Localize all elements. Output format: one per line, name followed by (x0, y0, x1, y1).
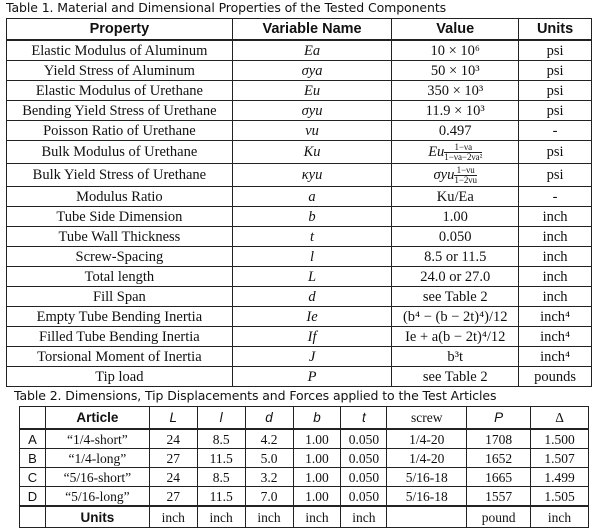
units-cell: psi (519, 40, 592, 61)
variable-cell: σyu (232, 101, 392, 121)
variable-cell: b (232, 207, 392, 227)
cell-b: 1.00 (293, 487, 341, 507)
cell-delta: 1.499 (531, 468, 589, 487)
header-value: Value (392, 19, 519, 41)
property-cell: Tube Side Dimension (7, 207, 233, 227)
header-screw: screw (387, 407, 467, 430)
cell-b: 1.00 (293, 429, 341, 449)
header-t: t (341, 407, 387, 430)
value-prefix: Eu (428, 143, 445, 160)
units-cell: - (519, 121, 592, 141)
value-cell (392, 164, 519, 187)
table-row (7, 207, 592, 227)
units-cell: psi (519, 61, 592, 81)
value-cell: (b⁴ − (b − 2t)⁴)/12 (392, 307, 519, 327)
header-d: d (245, 407, 293, 430)
cell-article: “5/16-long” (45, 487, 149, 507)
table1-header-row (7, 19, 592, 41)
cell-b: 1.00 (293, 468, 341, 487)
table-row (7, 307, 592, 327)
table-row (7, 367, 592, 387)
header-b: b (293, 407, 341, 430)
property-cell: Yield Stress of Aluminum (7, 61, 233, 81)
table-row (7, 227, 592, 247)
property-cell: Empty Tube Bending Inertia (7, 307, 233, 327)
cell-L: 24 (149, 429, 197, 449)
property-cell: Bulk Modulus of Urethane (7, 141, 233, 164)
cell-t: 0.050 (341, 429, 387, 449)
variable-cell: Ku (232, 141, 392, 164)
variable-cell: νu (232, 121, 392, 141)
cell-L: 27 (149, 449, 197, 468)
cell-d: 4.2 (245, 429, 293, 449)
variable-cell: P (232, 367, 392, 387)
cell-d: 7.0 (245, 487, 293, 507)
table2-header-row (20, 407, 589, 430)
property-cell: Poisson Ratio of Urethane (7, 121, 233, 141)
units-cell: inch⁴ (519, 347, 592, 367)
fraction-numerator: 1−νa (444, 143, 482, 153)
material-properties-table (6, 18, 592, 387)
value-cell: 350 × 10³ (392, 81, 519, 101)
value-prefix: σyu (433, 166, 455, 183)
units-cell: inch⁴ (519, 307, 592, 327)
table-row (7, 61, 592, 81)
table2-body (20, 429, 589, 528)
table-row (7, 327, 592, 347)
cell-l: 11.5 (197, 449, 245, 468)
cell-d: 5.0 (245, 449, 293, 468)
table-row (7, 267, 592, 287)
units-cell: inch (519, 227, 592, 247)
units-cell: pounds (519, 367, 592, 387)
units-cell: psi (519, 141, 592, 164)
table-row (20, 449, 589, 468)
units-screw (387, 506, 467, 528)
units-row (20, 506, 589, 528)
property-cell: Bulk Yield Stress of Urethane (7, 164, 233, 187)
property-cell: Tip load (7, 367, 233, 387)
variable-cell: L (232, 267, 392, 287)
table-row (7, 187, 592, 207)
value-fraction (444, 143, 482, 162)
table1-caption: Table 1. Material and Dimensional Properties of the Tested Components (6, 0, 447, 15)
property-cell: Screw-Spacing (7, 247, 233, 267)
value-cell: 10 × 10⁶ (392, 40, 519, 61)
value-cell: 0.050 (392, 227, 519, 247)
table-row (20, 429, 589, 449)
header-l: l (197, 407, 245, 430)
cell-b: 1.00 (293, 449, 341, 468)
units-b: inch (293, 506, 341, 528)
units-cell: inch (519, 267, 592, 287)
cell-l: 11.5 (197, 487, 245, 507)
cell-P: 1665 (467, 468, 531, 487)
variable-cell: a (232, 187, 392, 207)
value-cell (392, 141, 519, 164)
table1-body (7, 40, 592, 387)
cell-P: 1708 (467, 429, 531, 449)
header-L: L (149, 407, 197, 430)
header-article: Article (45, 407, 149, 430)
units-label: Units (45, 506, 149, 528)
value-cell: see Table 2 (392, 287, 519, 307)
units-L: inch (149, 506, 197, 528)
value-fraction (454, 166, 477, 185)
property-cell: Elastic Modulus of Urethane (7, 81, 233, 101)
property-cell: Total length (7, 267, 233, 287)
cell-screw: 5/16-18 (387, 487, 467, 507)
value-cell: 0.497 (392, 121, 519, 141)
units-cell: inch (519, 247, 592, 267)
cell-P: 1652 (467, 449, 531, 468)
value-cell: see Table 2 (392, 367, 519, 387)
variable-cell: t (232, 227, 392, 247)
fraction-numerator: 1−νu (454, 166, 477, 176)
property-cell: Modulus Ratio (7, 187, 233, 207)
value-cell: 24.0 or 27.0 (392, 267, 519, 287)
variable-cell: Ea (232, 40, 392, 61)
variable-cell: σya (232, 61, 392, 81)
cell-L: 24 (149, 468, 197, 487)
variable-cell: κyu (232, 164, 392, 187)
property-cell: Fill Span (7, 287, 233, 307)
header-delta: Δ (531, 407, 589, 430)
row-label: C (20, 468, 46, 487)
property-cell: Torsional Moment of Inertia (7, 347, 233, 367)
property-cell: Filled Tube Bending Inertia (7, 327, 233, 347)
table-row (7, 101, 592, 121)
property-cell: Tube Wall Thickness (7, 227, 233, 247)
variable-cell: l (232, 247, 392, 267)
units-t: inch (341, 506, 387, 528)
cell-delta: 1.500 (531, 429, 589, 449)
units-cell: psi (519, 101, 592, 121)
cell-P: 1557 (467, 487, 531, 507)
row-label: B (20, 449, 46, 468)
value-cell: b³t (392, 347, 519, 367)
cell-screw: 1/4-20 (387, 449, 467, 468)
header-blank (20, 407, 46, 430)
value-cell: Ku/Ea (392, 187, 519, 207)
units-P: pound (467, 506, 531, 528)
table-row (20, 468, 589, 487)
header-property: Property (7, 19, 233, 41)
row-label: A (20, 429, 46, 449)
property-cell: Bending Yield Stress of Urethane (7, 101, 233, 121)
cell-t: 0.050 (341, 468, 387, 487)
table-row (7, 40, 592, 61)
cell-article: “1/4-long” (45, 449, 149, 468)
table-row (7, 247, 592, 267)
units-cell: - (519, 187, 592, 207)
cell-L: 27 (149, 487, 197, 507)
variable-cell: J (232, 347, 392, 367)
header-units: Units (519, 19, 592, 41)
cell-d: 3.2 (245, 468, 293, 487)
cell-t: 0.050 (341, 449, 387, 468)
value-cell: 1.00 (392, 207, 519, 227)
test-articles-table (19, 406, 589, 528)
fraction-denominator: 1−2νu (454, 175, 477, 186)
table2-caption: Table 2. Dimensions, Tip Displacements and Forces applied to the Test Articles (14, 388, 497, 403)
table-row (20, 487, 589, 507)
units-cell: psi (519, 164, 592, 187)
cell-article: “5/16-short” (45, 468, 149, 487)
table-row (7, 81, 592, 101)
units-cell: inch (519, 287, 592, 307)
units-cell: inch (519, 207, 592, 227)
table-row (7, 347, 592, 367)
table-row (7, 121, 592, 141)
units-delta: inch (531, 506, 589, 528)
cell-screw: 5/16-18 (387, 468, 467, 487)
header-P: P (467, 407, 531, 430)
table-row (7, 141, 592, 164)
header-variable-name: Variable Name (232, 19, 392, 41)
value-cell: 11.9 × 10³ (392, 101, 519, 121)
units-l: inch (197, 506, 245, 528)
table-row (7, 287, 592, 307)
variable-cell: Ie (232, 307, 392, 327)
value-cell: 50 × 10³ (392, 61, 519, 81)
property-cell: Elastic Modulus of Aluminum (7, 40, 233, 61)
cell-delta: 1.507 (531, 449, 589, 468)
value-cell: 8.5 or 11.5 (392, 247, 519, 267)
value-cell: Ie + a(b − 2t)⁴/12 (392, 327, 519, 347)
cell-l: 8.5 (197, 429, 245, 449)
table-row (7, 164, 592, 187)
row-label: D (20, 487, 46, 507)
cell-screw: 1/4-20 (387, 429, 467, 449)
fraction-denominator: 1−νa−2νa² (444, 152, 483, 163)
units-d: inch (245, 506, 293, 528)
variable-cell: d (232, 287, 392, 307)
cell-l: 8.5 (197, 468, 245, 487)
cell-t: 0.050 (341, 487, 387, 507)
units-cell: psi (519, 81, 592, 101)
units-cell: inch⁴ (519, 327, 592, 347)
units-blank (20, 506, 46, 528)
cell-delta: 1.505 (531, 487, 589, 507)
variable-cell: If (232, 327, 392, 347)
variable-cell: Eu (232, 81, 392, 101)
cell-article: “1/4-short” (45, 429, 149, 449)
